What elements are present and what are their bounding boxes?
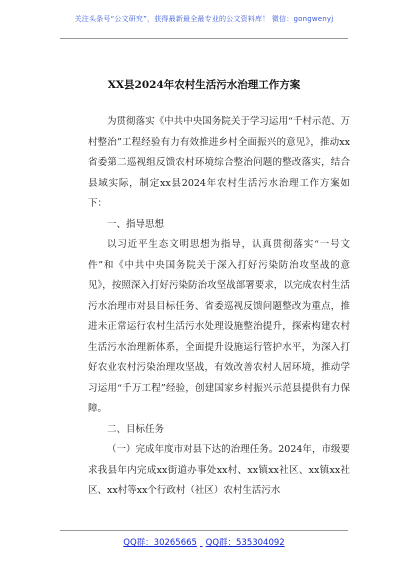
footer-divider xyxy=(60,530,348,531)
intro-paragraph: 为贯彻落实《中共中央国务院关于学习运用“千村示范、万村整治”工程经验有力有效推进乡村全面振兴的意见》，推动xx省委第二巡视组反馈农村环境综合整治问题的整改落实，结合县域实际，制定xx县2024年农村生活污水治理工作方案如下： xyxy=(88,116,350,209)
qq-group-link-2[interactable]: QQ群：535304092 xyxy=(205,538,285,548)
footer-contacts xyxy=(0,536,408,548)
header-divider xyxy=(60,38,348,39)
source-banner: 关注头条号“公文研究”，获得最新最全最专业的公文资料库！ 微信：gongwenyj xyxy=(74,15,334,23)
document-body xyxy=(88,112,350,502)
document-title: XX县2024年农村生活污水治理工作方案 xyxy=(107,79,301,91)
section-heading-goals: 二、目标任务 xyxy=(107,423,165,435)
section-heading-guiding-ideology: 一、指导思想 xyxy=(107,218,165,230)
goals-paragraph: （一）完成年度市对县下达的治理任务。2024年，市级要求我县年内完成xx街道办事处xx村、xx镇xx社区、xx镇xx社区、xx村等xx个行政村（社区）农村生活污水 xyxy=(88,444,350,496)
qq-group-link-1[interactable]: QQ群：30265665 xyxy=(123,538,197,548)
guiding-ideology-paragraph: 以习近平生态文明思想为指导，认真贯彻落实“一号文件”和《中共中央国务院关于深入打好污染防治攻坚战的意见》，按照深入打好污染防治攻坚战部署要求，以完成农村生活污水治理市对县目标任务、省委巡视反馈问题整改为重点，推进未正常运行农村生活污水处理设施整治提升，探索构建农村生活污水治理新体系，全面提升设施运行管护水平，为深入打好农业农村污染治理攻坚战，有效改善农村人居环境，推动学习运用“千万工程”经验，创建国家乡村振兴示范县提供有力保障。 xyxy=(88,239,350,414)
